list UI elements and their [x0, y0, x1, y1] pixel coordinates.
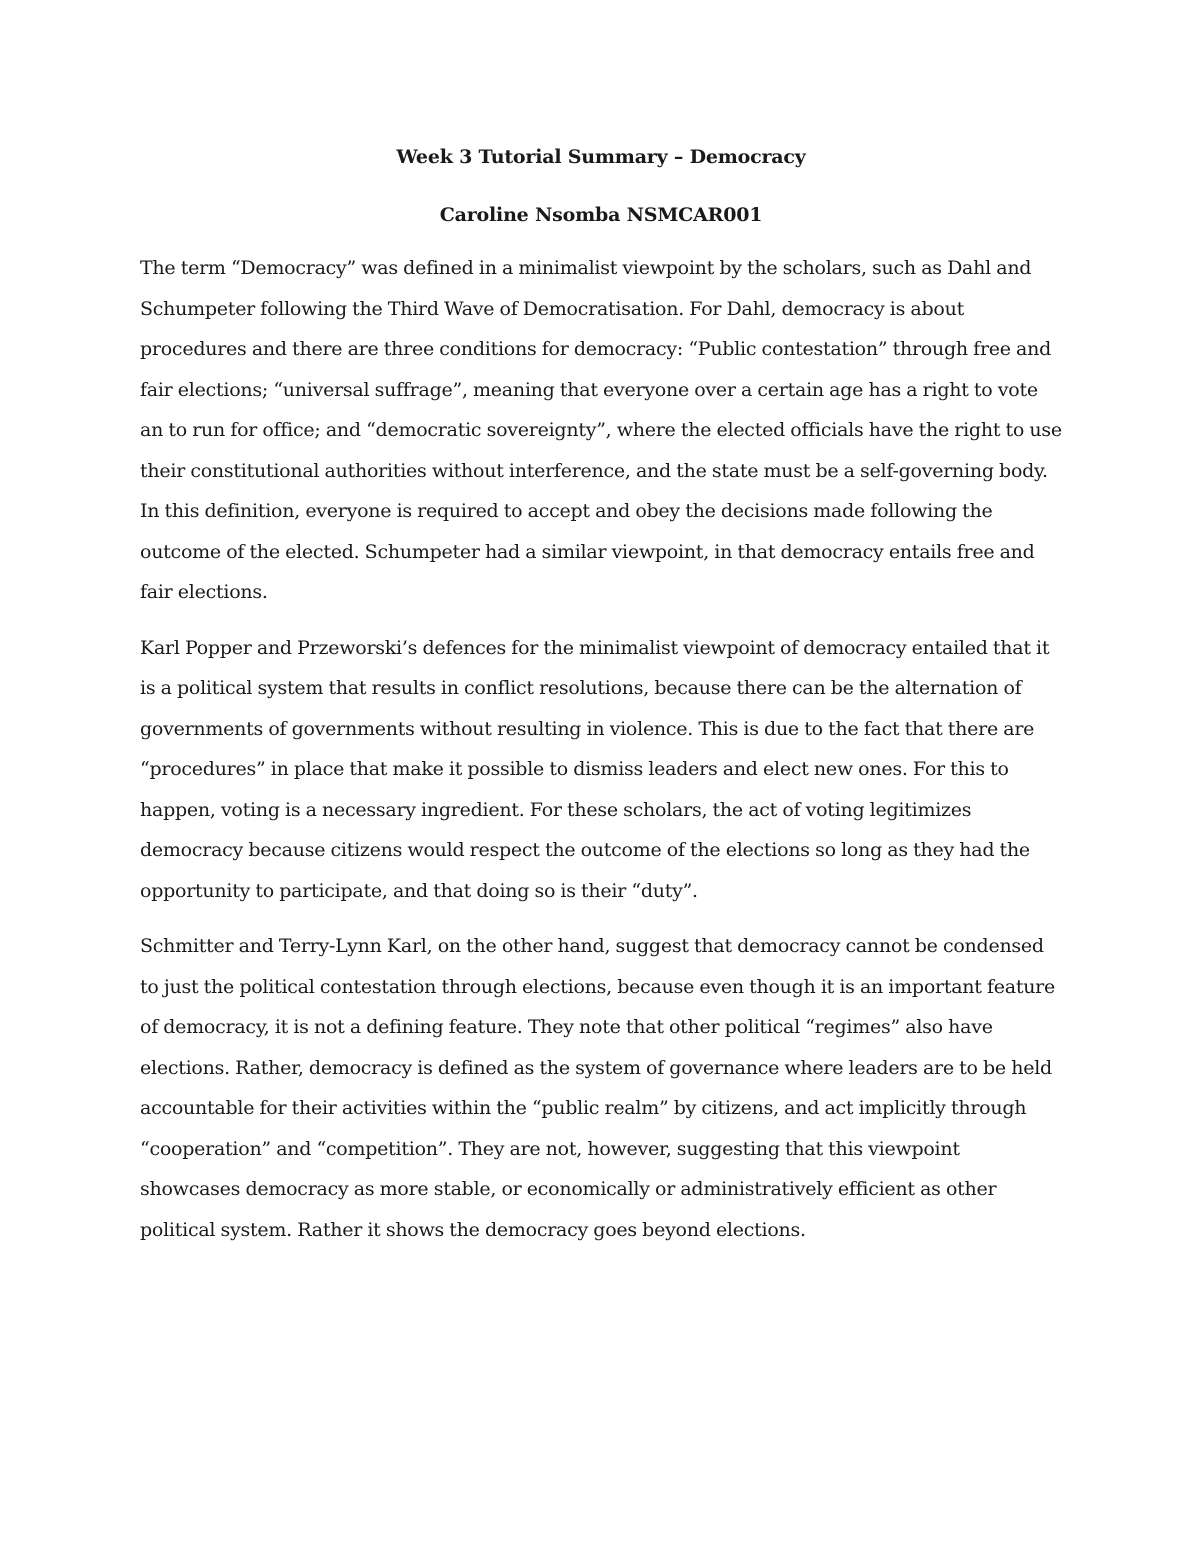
author-line: Caroline Nsomba NSMCAR001 [439, 204, 763, 226]
paragraph-popper-przeworski: Karl Popper and Przeworski’s defences for the minimalist viewpoint of democracy entailed that it is a political system that results in conflict resolutions, because there can be the alternation of governments of governments without resulting in violence. This is due to the fact that there are “procedures” in place that make it possible to dismiss leaders and elect new ones. For this to happen, voting is a necessary ingredient. For these scholars, the act of voting legitimizes democracy because citizens would respect the outcome of the elections so long as they had the opportunity to participate, and that doing so is their “duty”. [140, 636, 1050, 902]
paragraph-schmitter-karl: Schmitter and Terry-Lynn Karl, on the other hand, suggest that democracy cannot be condensed to just the political contestation through elections, because even though it is an important feature of democracy, it is not a defining feature. They note that other political “regimes” also have elections. Rather, democracy is defined as the system of governance where leaders are to be held accountable for their activities within the “public realm” by citizens, and act implicitly through “cooperation” and “competition”. They are not, however, suggesting that this viewpoint showcases democracy as more stable, or economically or administratively efficient as other political system. Rather it shows the democracy goes beyond elections. [140, 935, 1056, 1241]
paragraph-dahl-schumpeter: The term “Democracy” was defined in a minimalist viewpoint by the scholars, such as Dahl and Schumpeter following the Third Wave of Democratisation. For Dahl, democracy is about procedures and there are three conditions for democracy: “Public contestation” through free and fair elections; “universal suffrage”, meaning that everyone over a certain age has a right to vote an to run for office; and “democratic sovereignty”, where the elected officials have the right to use their constitutional authorities without interference, and the state must be a self-governing body. In this definition, everyone is required to accept and obey the decisions made following the outcome of the elected. Schumpeter had a similar viewpoint, in that democracy entails free and fair elections. [140, 257, 1062, 603]
document-title: Week 3 Tutorial Summary – Democracy [396, 146, 806, 168]
document-body [140, 138, 1062, 1265]
